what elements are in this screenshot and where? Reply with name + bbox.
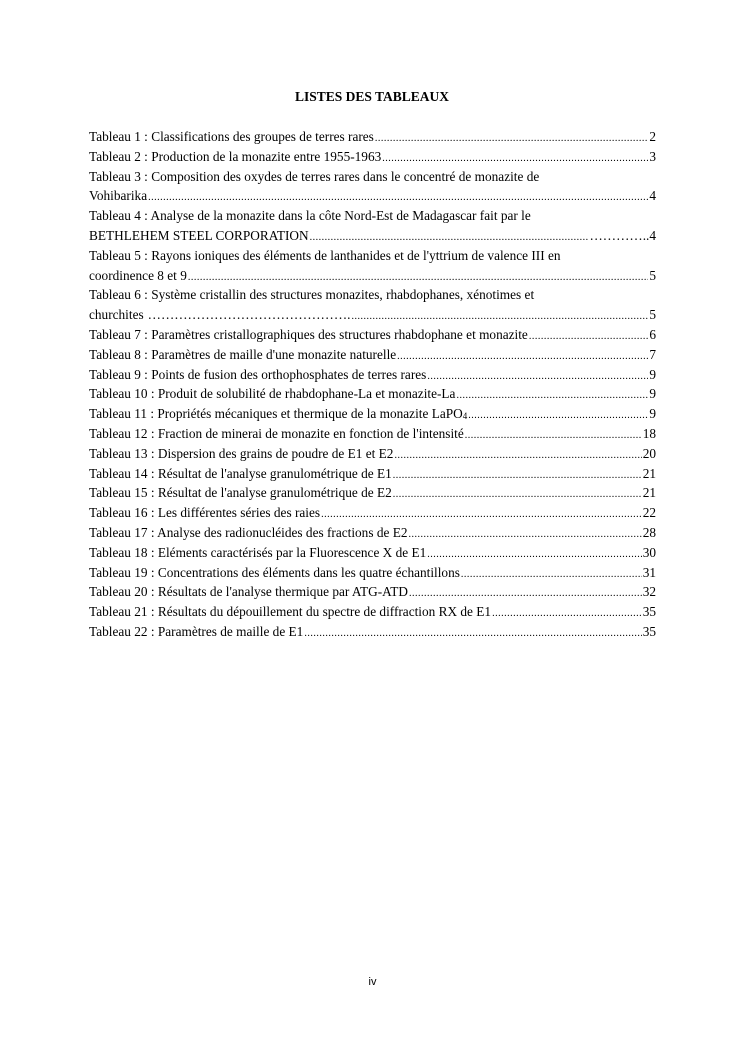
list-item[interactable] xyxy=(89,503,656,523)
entry-page: 32 xyxy=(642,584,656,600)
list-item[interactable] xyxy=(89,384,656,404)
entry-text: Tableau 4 : Analyse de la monazite dans la côte Nord-Est de Madagascar fait par le xyxy=(89,208,531,224)
list-item-line1[interactable] xyxy=(89,285,656,305)
list-item[interactable] xyxy=(89,404,656,424)
entry-page: 7 xyxy=(649,346,656,362)
entry-text: churchites xyxy=(89,307,144,323)
list-item-line2[interactable] xyxy=(89,305,656,325)
entry-page: 4 xyxy=(649,188,656,204)
entry-text: Tableau 8 : Paramètres de maille d'une monazite naturelle xyxy=(89,346,397,362)
entry-text: Tableau 12 : Fraction de minerai de monazite en fonction de l'intensité xyxy=(89,425,464,441)
entry-text: Tableau 13 : Dispersion des grains de poudre de E1 et E2 xyxy=(89,445,394,461)
dot-leader xyxy=(468,406,648,426)
entry-text: Tableau 9 : Points de fusion des orthophosphates de terres rares xyxy=(89,366,427,382)
entry-text-wrap xyxy=(89,404,467,424)
entry-page: 28 xyxy=(642,524,656,540)
entry-ellipsis: ………………………………………. xyxy=(147,307,351,323)
list-item-line2[interactable] xyxy=(89,226,656,246)
entry-text: Vohibarika xyxy=(89,188,148,204)
list-item[interactable] xyxy=(89,127,656,147)
dot-leader xyxy=(393,466,642,486)
entry-text: Tableau 15 : Résultat de l'analyse granulométrique de E2 xyxy=(89,485,392,501)
dot-leader xyxy=(492,604,642,624)
list-item[interactable] xyxy=(89,325,656,345)
entry-text: Tableau 5 : Rayons ioniques des éléments de lanthanides et de l'yttrium de valence III en xyxy=(89,247,561,263)
list-item[interactable] xyxy=(89,464,656,484)
list-item[interactable] xyxy=(89,365,656,385)
entry-text: Tableau 3 : Composition des oxydes de terres rares dans le concentré de monazite de xyxy=(89,168,540,184)
list-item-line2[interactable] xyxy=(89,186,656,206)
entry-page: 9 xyxy=(649,406,656,422)
entry-text: Tableau 18 : Eléments caractérisés par la Fluorescence X de E1 xyxy=(89,544,427,560)
entry-text: Tableau 22 : Paramètres de maille de E1 xyxy=(89,623,304,639)
dot-leader xyxy=(465,426,642,446)
entry-subscript: 4 xyxy=(462,411,468,422)
dot-leader xyxy=(529,327,649,347)
entry-page: 35 xyxy=(642,604,656,620)
list-item-line2[interactable] xyxy=(89,266,656,286)
list-item[interactable] xyxy=(89,622,656,642)
list-item[interactable] xyxy=(89,444,656,464)
table-list xyxy=(89,127,656,642)
dot-leader xyxy=(456,386,648,406)
entry-text: Tableau 14 : Résultat de l'analyse granulométrique de E1 xyxy=(89,465,392,481)
entry-page: 35 xyxy=(642,623,656,639)
entry-page: 21 xyxy=(642,485,656,501)
dot-leader xyxy=(461,565,642,585)
entry-text: coordinence 8 et 9 xyxy=(89,267,187,283)
entry-text: Tableau 2 : Production de la monazite entre 1955-1963 xyxy=(89,148,382,164)
entry-page: 6 xyxy=(649,326,656,342)
list-item[interactable] xyxy=(89,582,656,602)
entry-page: 2 xyxy=(649,129,656,144)
list-item[interactable] xyxy=(89,424,656,444)
entry-text: Tableau 17 : Analyse des radionucléides des fractions de E2 xyxy=(89,524,408,540)
entry-page: 5 xyxy=(649,267,656,283)
page-title: LISTES DES TABLEAUX xyxy=(294,89,450,104)
entry-text: Tableau 10 : Produit de solubilité de rhabdophane-La et monazite-La xyxy=(89,386,456,402)
entry-text: Tableau 11 : Propriétés mécaniques et thermique de la monazite LaPO xyxy=(89,406,463,422)
entry-page: 9 xyxy=(649,386,656,402)
list-item-line1[interactable] xyxy=(89,206,656,226)
entry-text: Tableau 6 : Système cristallin des structures monazites, rhabdophanes, xénotimes et xyxy=(89,287,535,303)
dot-leader xyxy=(427,367,648,387)
list-item[interactable] xyxy=(89,483,656,503)
entry-page: 22 xyxy=(642,505,656,521)
entry-page: 18 xyxy=(642,425,656,441)
entry-ellipsis: ………….. xyxy=(589,227,650,243)
entry-page: 9 xyxy=(649,366,656,382)
list-item[interactable] xyxy=(89,147,656,167)
dot-leader xyxy=(394,446,641,466)
list-item[interactable] xyxy=(89,563,656,583)
list-item[interactable] xyxy=(89,345,656,365)
entry-text: Tableau 21 : Résultats du dépouillement du spectre de diffraction RX de E1 xyxy=(89,604,492,620)
entry-page: 31 xyxy=(642,564,656,580)
entry-page: 21 xyxy=(642,465,656,481)
entry-text: Tableau 16 : Les différentes séries des raies xyxy=(89,505,321,521)
page-number: iv xyxy=(368,976,377,988)
entry-page: 4 xyxy=(649,227,656,243)
dot-leader xyxy=(304,624,641,644)
dot-leader xyxy=(375,129,648,149)
entry-text: Tableau 7 : Paramètres cristallographiques des structures rhabdophane et monazite xyxy=(89,326,528,342)
list-item-line1[interactable] xyxy=(89,246,656,266)
entry-text: Tableau 19 : Concentrations des éléments dans les quatre échantillons xyxy=(89,564,460,580)
list-item[interactable] xyxy=(89,523,656,543)
list-item-line1[interactable] xyxy=(89,167,656,187)
list-item[interactable] xyxy=(89,602,656,622)
dot-leader xyxy=(397,347,648,367)
entry-text: BETHLEHEM STEEL CORPORATION xyxy=(89,227,309,243)
entry-page: 30 xyxy=(642,544,656,560)
entry-text: Tableau 1 : Classifications des groupes de terres rares xyxy=(89,129,374,144)
list-item[interactable] xyxy=(89,543,656,563)
dot-leader xyxy=(408,525,641,545)
entry-page: 3 xyxy=(649,148,656,164)
dot-leader xyxy=(393,485,642,505)
entry-text: Tableau 20 : Résultats de l'analyse thermique par ATG-ATD xyxy=(89,584,409,600)
entry-page: 5 xyxy=(649,307,656,323)
entry-page: 20 xyxy=(642,445,656,461)
